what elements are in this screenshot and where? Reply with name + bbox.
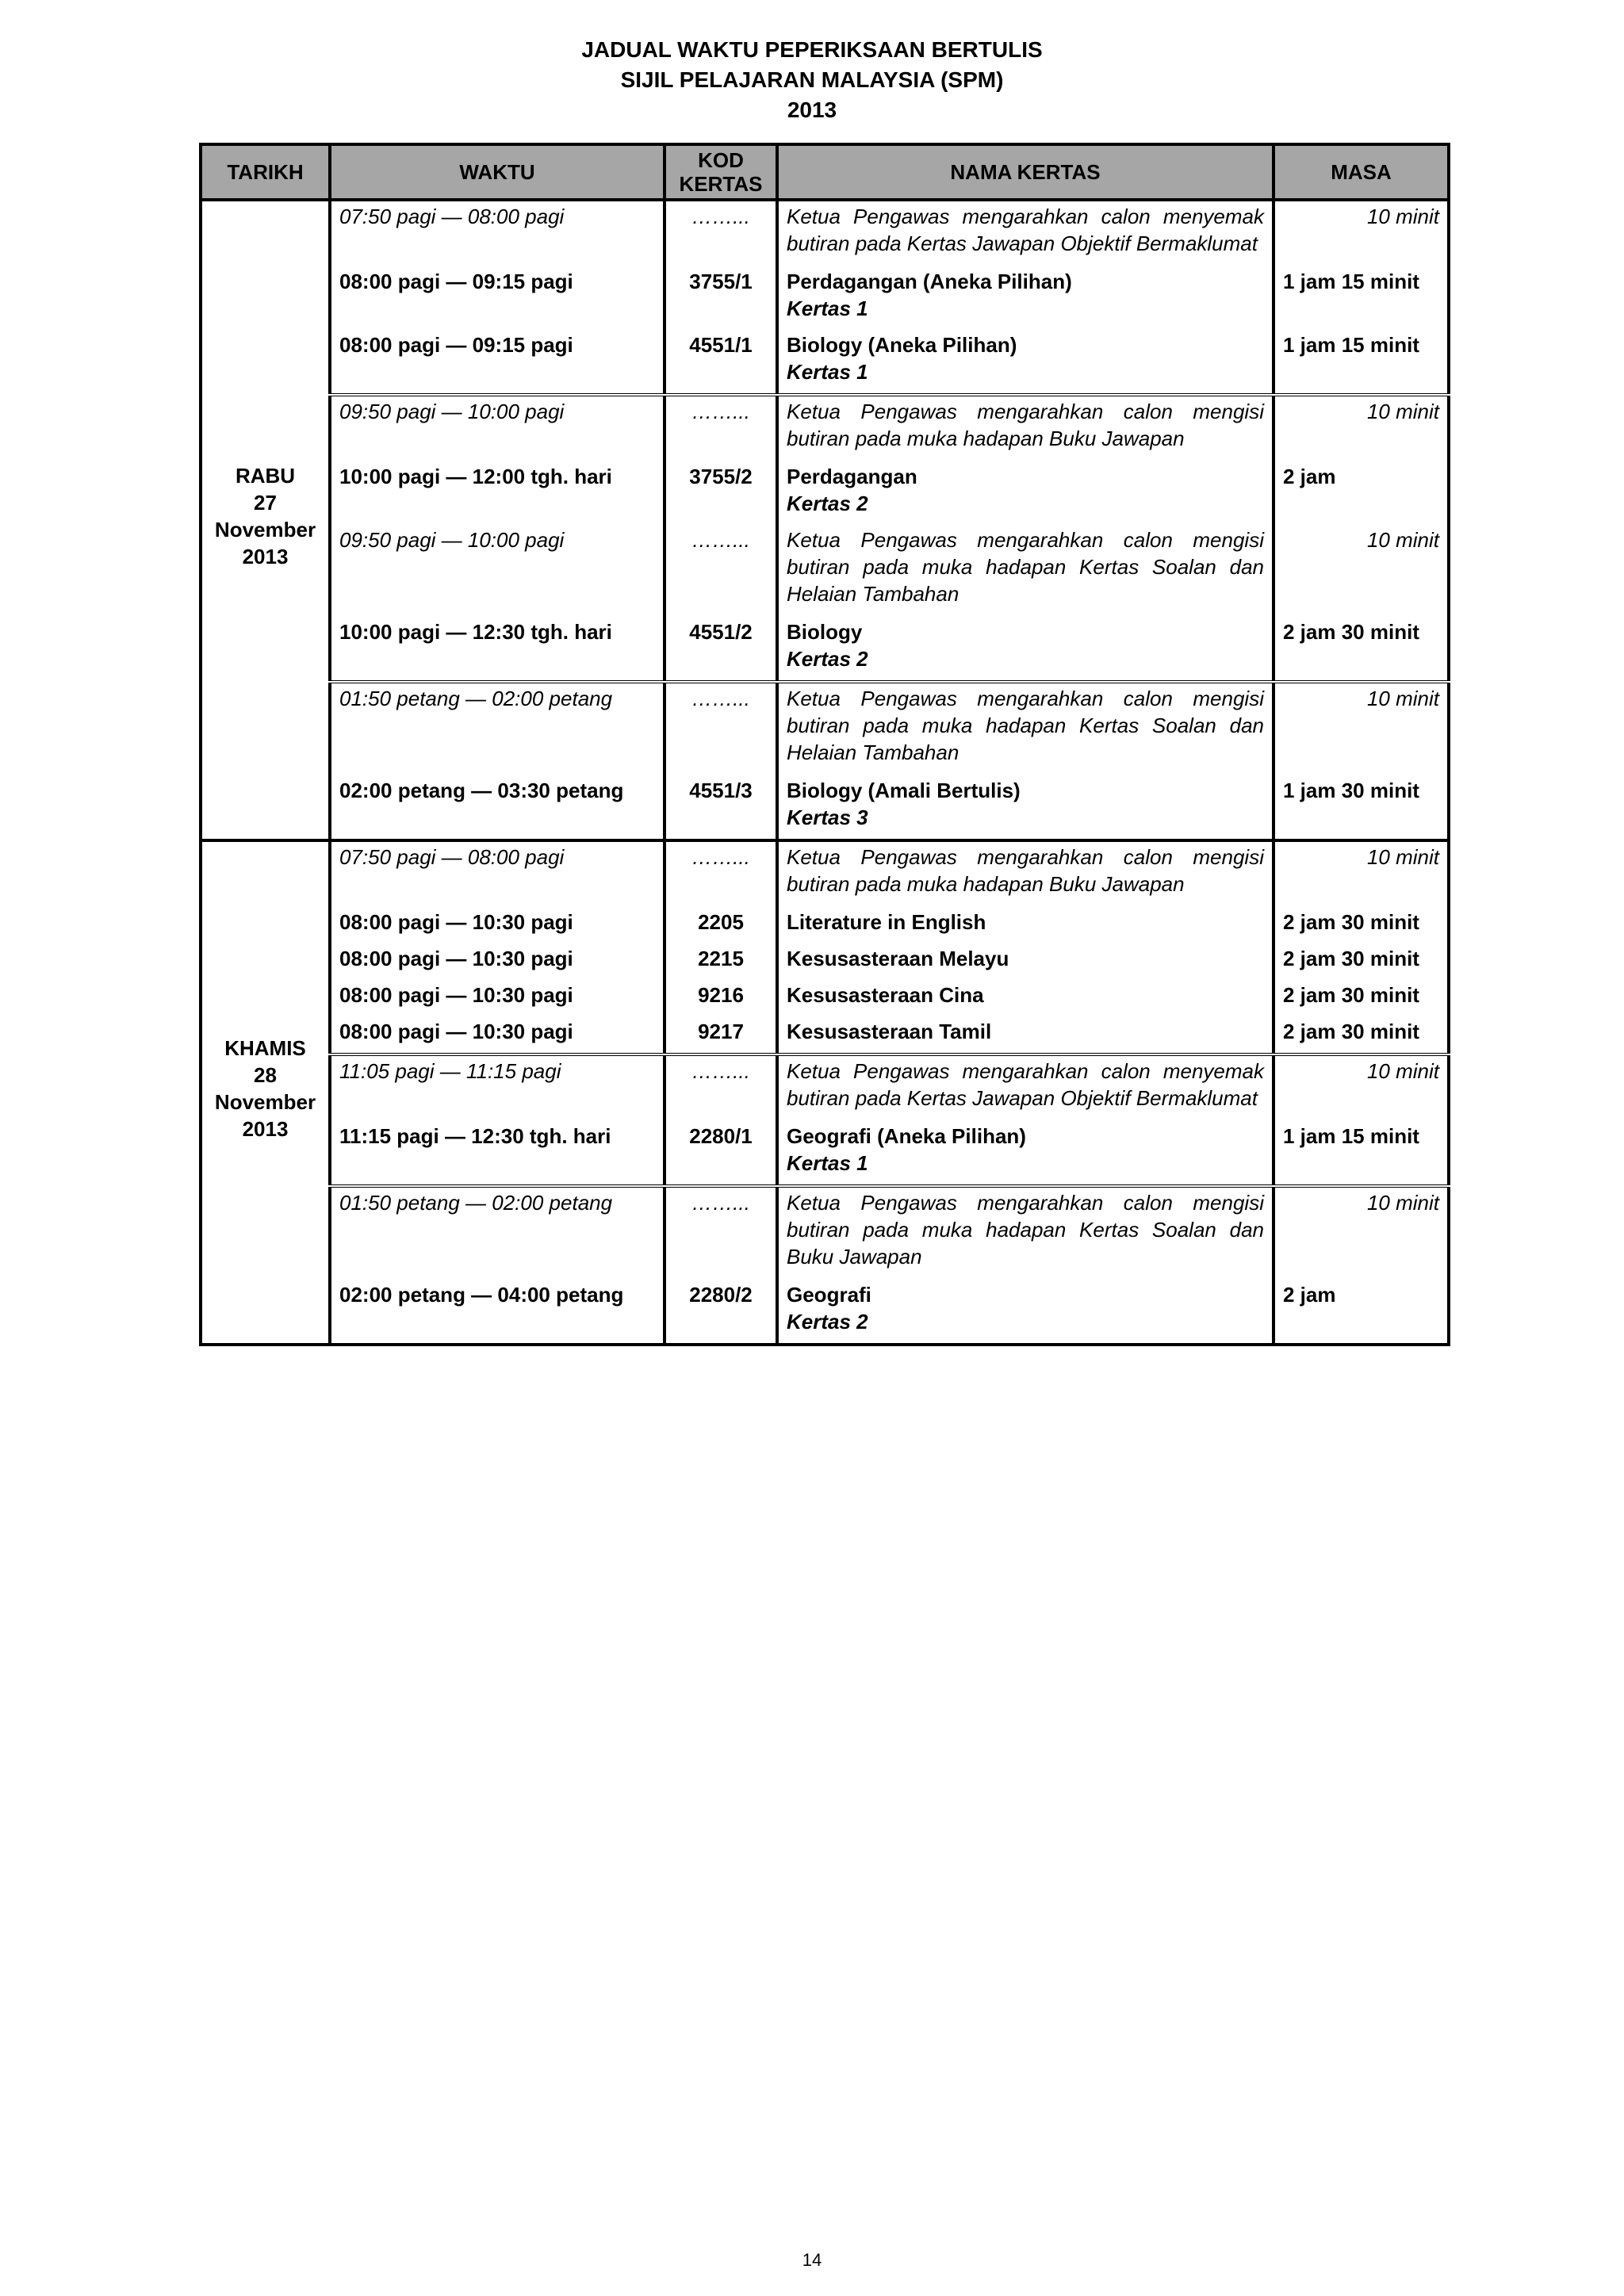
code-cell: 4551/3	[665, 775, 777, 840]
code-cell: ……...	[665, 1186, 777, 1280]
day-name: KHAMIS	[224, 1036, 306, 1060]
code-cell: 4551/2	[665, 617, 777, 682]
code-cell: 3755/1	[665, 266, 777, 330]
time-cell: 07:50 pagi — 08:00 pagi	[330, 200, 665, 266]
table-row	[201, 1121, 1449, 1186]
exam-timetable	[199, 143, 1450, 1346]
paper-name: Perdagangan	[787, 465, 917, 488]
name-cell: Ketua Pengawas mengarahkan calon mengisi butiran pada muka hadapan Kertas Soalan dan Helaian Tambahan	[777, 682, 1274, 775]
column-header-code	[665, 144, 777, 200]
table-row	[201, 1280, 1449, 1345]
table-row	[201, 682, 1449, 775]
name-cell	[777, 1121, 1274, 1186]
code-cell: 3755/2	[665, 461, 777, 525]
duration-cell: 1 jam 15 minit	[1274, 330, 1449, 395]
code-cell: 9216	[665, 980, 777, 1016]
day-name: RABU	[235, 464, 296, 488]
name-cell: Kesusasteraan Cina	[777, 980, 1274, 1016]
table-row	[201, 525, 1449, 617]
column-header-duration: MASA	[1274, 144, 1449, 200]
table-row	[201, 907, 1449, 943]
name-cell: Ketua Pengawas mengarahkan calon mengisi butiran pada muka hadapan Buku Jawapan	[777, 395, 1274, 461]
table-row	[201, 1016, 1449, 1054]
code-cell: 4551/1	[665, 330, 777, 395]
table-row	[201, 840, 1449, 907]
duration-cell: 2 jam	[1274, 461, 1449, 525]
code-cell: 2280/1	[665, 1121, 777, 1186]
time-cell: 07:50 pagi — 08:00 pagi	[330, 840, 665, 907]
paper-name: Biology (Aneka Pilihan)	[787, 333, 1017, 357]
table-row	[201, 1186, 1449, 1280]
time-cell: 01:50 petang — 02:00 petang	[330, 682, 665, 775]
date-cell	[201, 200, 330, 840]
name-cell: Literature in English	[777, 907, 1274, 943]
code-cell: ……...	[665, 840, 777, 907]
code-cell: 2215	[665, 943, 777, 980]
paper-name: Perdagangan (Aneka Pilihan)	[787, 270, 1072, 293]
table-row	[201, 980, 1449, 1016]
paper-name: Biology (Amali Bertulis)	[787, 779, 1021, 802]
code-cell: 2280/2	[665, 1280, 777, 1345]
name-cell: Ketua Pengawas mengarahkan calon menyemak butiran pada Kertas Jawapan Objektif Bermaklumat	[777, 200, 1274, 266]
duration-cell: 10 minit	[1274, 682, 1449, 775]
name-cell	[777, 330, 1274, 395]
name-cell: Ketua Pengawas mengarahkan calon mengisi butiran pada muka hadapan Kertas Soalan dan Buku Jawapan	[777, 1186, 1274, 1280]
name-cell: Kesusasteraan Melayu	[777, 943, 1274, 980]
page-number: 14	[802, 2250, 822, 2270]
name-cell: Ketua Pengawas mengarahkan calon mengisi butiran pada muka hadapan Kertas Soalan dan Helaian Tambahan	[777, 525, 1274, 617]
name-cell	[777, 1280, 1274, 1345]
duration-cell: 2 jam	[1274, 1280, 1449, 1345]
title-line-1: JADUAL WAKTU PEPERIKSAAN BERTULIS	[581, 37, 1043, 62]
header-row	[201, 144, 1449, 200]
table-row	[201, 200, 1449, 266]
duration-cell: 2 jam 30 minit	[1274, 1016, 1449, 1054]
duration-cell: 1 jam 15 minit	[1274, 266, 1449, 330]
paper-name: Biology	[787, 620, 863, 644]
code-cell: ……...	[665, 200, 777, 266]
duration-cell: 10 minit	[1274, 1054, 1449, 1121]
paper-number: Kertas 1	[787, 360, 868, 384]
time-cell: 02:00 petang — 04:00 petang	[330, 1280, 665, 1345]
duration-cell: 2 jam 30 minit	[1274, 980, 1449, 1016]
column-header-time: WAKTU	[330, 144, 665, 200]
day-year: 2013	[242, 1117, 289, 1141]
code-cell: ……...	[665, 682, 777, 775]
day-month: November	[214, 1090, 316, 1114]
day-date: 28	[254, 1063, 277, 1087]
duration-cell: 1 jam 30 minit	[1274, 775, 1449, 840]
table-row	[201, 461, 1449, 525]
name-cell	[777, 266, 1274, 330]
time-cell: 08:00 pagi — 10:30 pagi	[330, 943, 665, 980]
duration-cell: 10 minit	[1274, 1186, 1449, 1280]
time-cell: 09:50 pagi — 10:00 pagi	[330, 525, 665, 617]
title-line-3: 2013	[787, 98, 837, 122]
day-date: 27	[254, 491, 277, 515]
table-row	[201, 617, 1449, 682]
time-cell: 09:50 pagi — 10:00 pagi	[330, 395, 665, 461]
table-row	[201, 330, 1449, 395]
day-month: November	[214, 518, 316, 541]
time-cell: 08:00 pagi — 10:30 pagi	[330, 980, 665, 1016]
paper-number: Kertas 2	[787, 492, 868, 515]
paper-number: Kertas 2	[787, 647, 868, 671]
date-cell	[201, 840, 330, 1345]
table-row	[201, 266, 1449, 330]
time-cell: 08:00 pagi — 10:30 pagi	[330, 907, 665, 943]
table-row	[201, 1054, 1449, 1121]
name-cell: Ketua Pengawas mengarahkan calon mengisi butiran pada muka hadapan Buku Jawapan	[777, 840, 1274, 907]
table-row	[201, 943, 1449, 980]
document-title	[0, 35, 1624, 125]
name-cell: Ketua Pengawas mengarahkan calon menyemak butiran pada Kertas Jawapan Objektif Bermaklumat	[777, 1054, 1274, 1121]
duration-cell: 10 minit	[1274, 840, 1449, 907]
time-cell: 08:00 pagi — 10:30 pagi	[330, 1016, 665, 1054]
title-line-2: SIJIL PELAJARAN MALAYSIA (SPM)	[620, 67, 1004, 92]
paper-number: Kertas 3	[787, 806, 868, 829]
column-header-code-line1: KOD	[698, 148, 744, 172]
paper-name: Geografi (Aneka Pilihan)	[787, 1124, 1026, 1148]
duration-cell: 1 jam 15 minit	[1274, 1121, 1449, 1186]
time-cell: 10:00 pagi — 12:00 tgh. hari	[330, 461, 665, 525]
column-header-date: TARIKH	[201, 144, 330, 200]
duration-cell: 10 minit	[1274, 395, 1449, 461]
code-cell: 9217	[665, 1016, 777, 1054]
time-cell: 08:00 pagi — 09:15 pagi	[330, 330, 665, 395]
column-header-name: NAMA KERTAS	[777, 144, 1274, 200]
duration-cell: 2 jam 30 minit	[1274, 907, 1449, 943]
time-cell: 02:00 petang — 03:30 petang	[330, 775, 665, 840]
duration-cell: 10 minit	[1274, 200, 1449, 266]
table-row	[201, 775, 1449, 840]
table-row	[201, 395, 1449, 461]
column-header-code-line2: KERTAS	[679, 172, 763, 196]
paper-number: Kertas 1	[787, 1151, 868, 1175]
paper-number: Kertas 2	[787, 1310, 868, 1334]
time-cell: 08:00 pagi — 09:15 pagi	[330, 266, 665, 330]
time-cell: 10:00 pagi — 12:30 tgh. hari	[330, 617, 665, 682]
day-year: 2013	[242, 545, 289, 568]
time-cell: 01:50 petang — 02:00 petang	[330, 1186, 665, 1280]
name-cell	[777, 461, 1274, 525]
time-cell: 11:15 pagi — 12:30 tgh. hari	[330, 1121, 665, 1186]
name-cell	[777, 617, 1274, 682]
code-cell: ……...	[665, 525, 777, 617]
name-cell: Kesusasteraan Tamil	[777, 1016, 1274, 1054]
code-cell: ……...	[665, 1054, 777, 1121]
duration-cell: 2 jam 30 minit	[1274, 617, 1449, 682]
time-cell: 11:05 pagi — 11:15 pagi	[330, 1054, 665, 1121]
paper-name: Geografi	[787, 1283, 871, 1307]
name-cell	[777, 775, 1274, 840]
duration-cell: 2 jam 30 minit	[1274, 943, 1449, 980]
duration-cell: 10 minit	[1274, 525, 1449, 617]
code-cell: ……...	[665, 395, 777, 461]
paper-number: Kertas 1	[787, 297, 868, 320]
code-cell: 2205	[665, 907, 777, 943]
